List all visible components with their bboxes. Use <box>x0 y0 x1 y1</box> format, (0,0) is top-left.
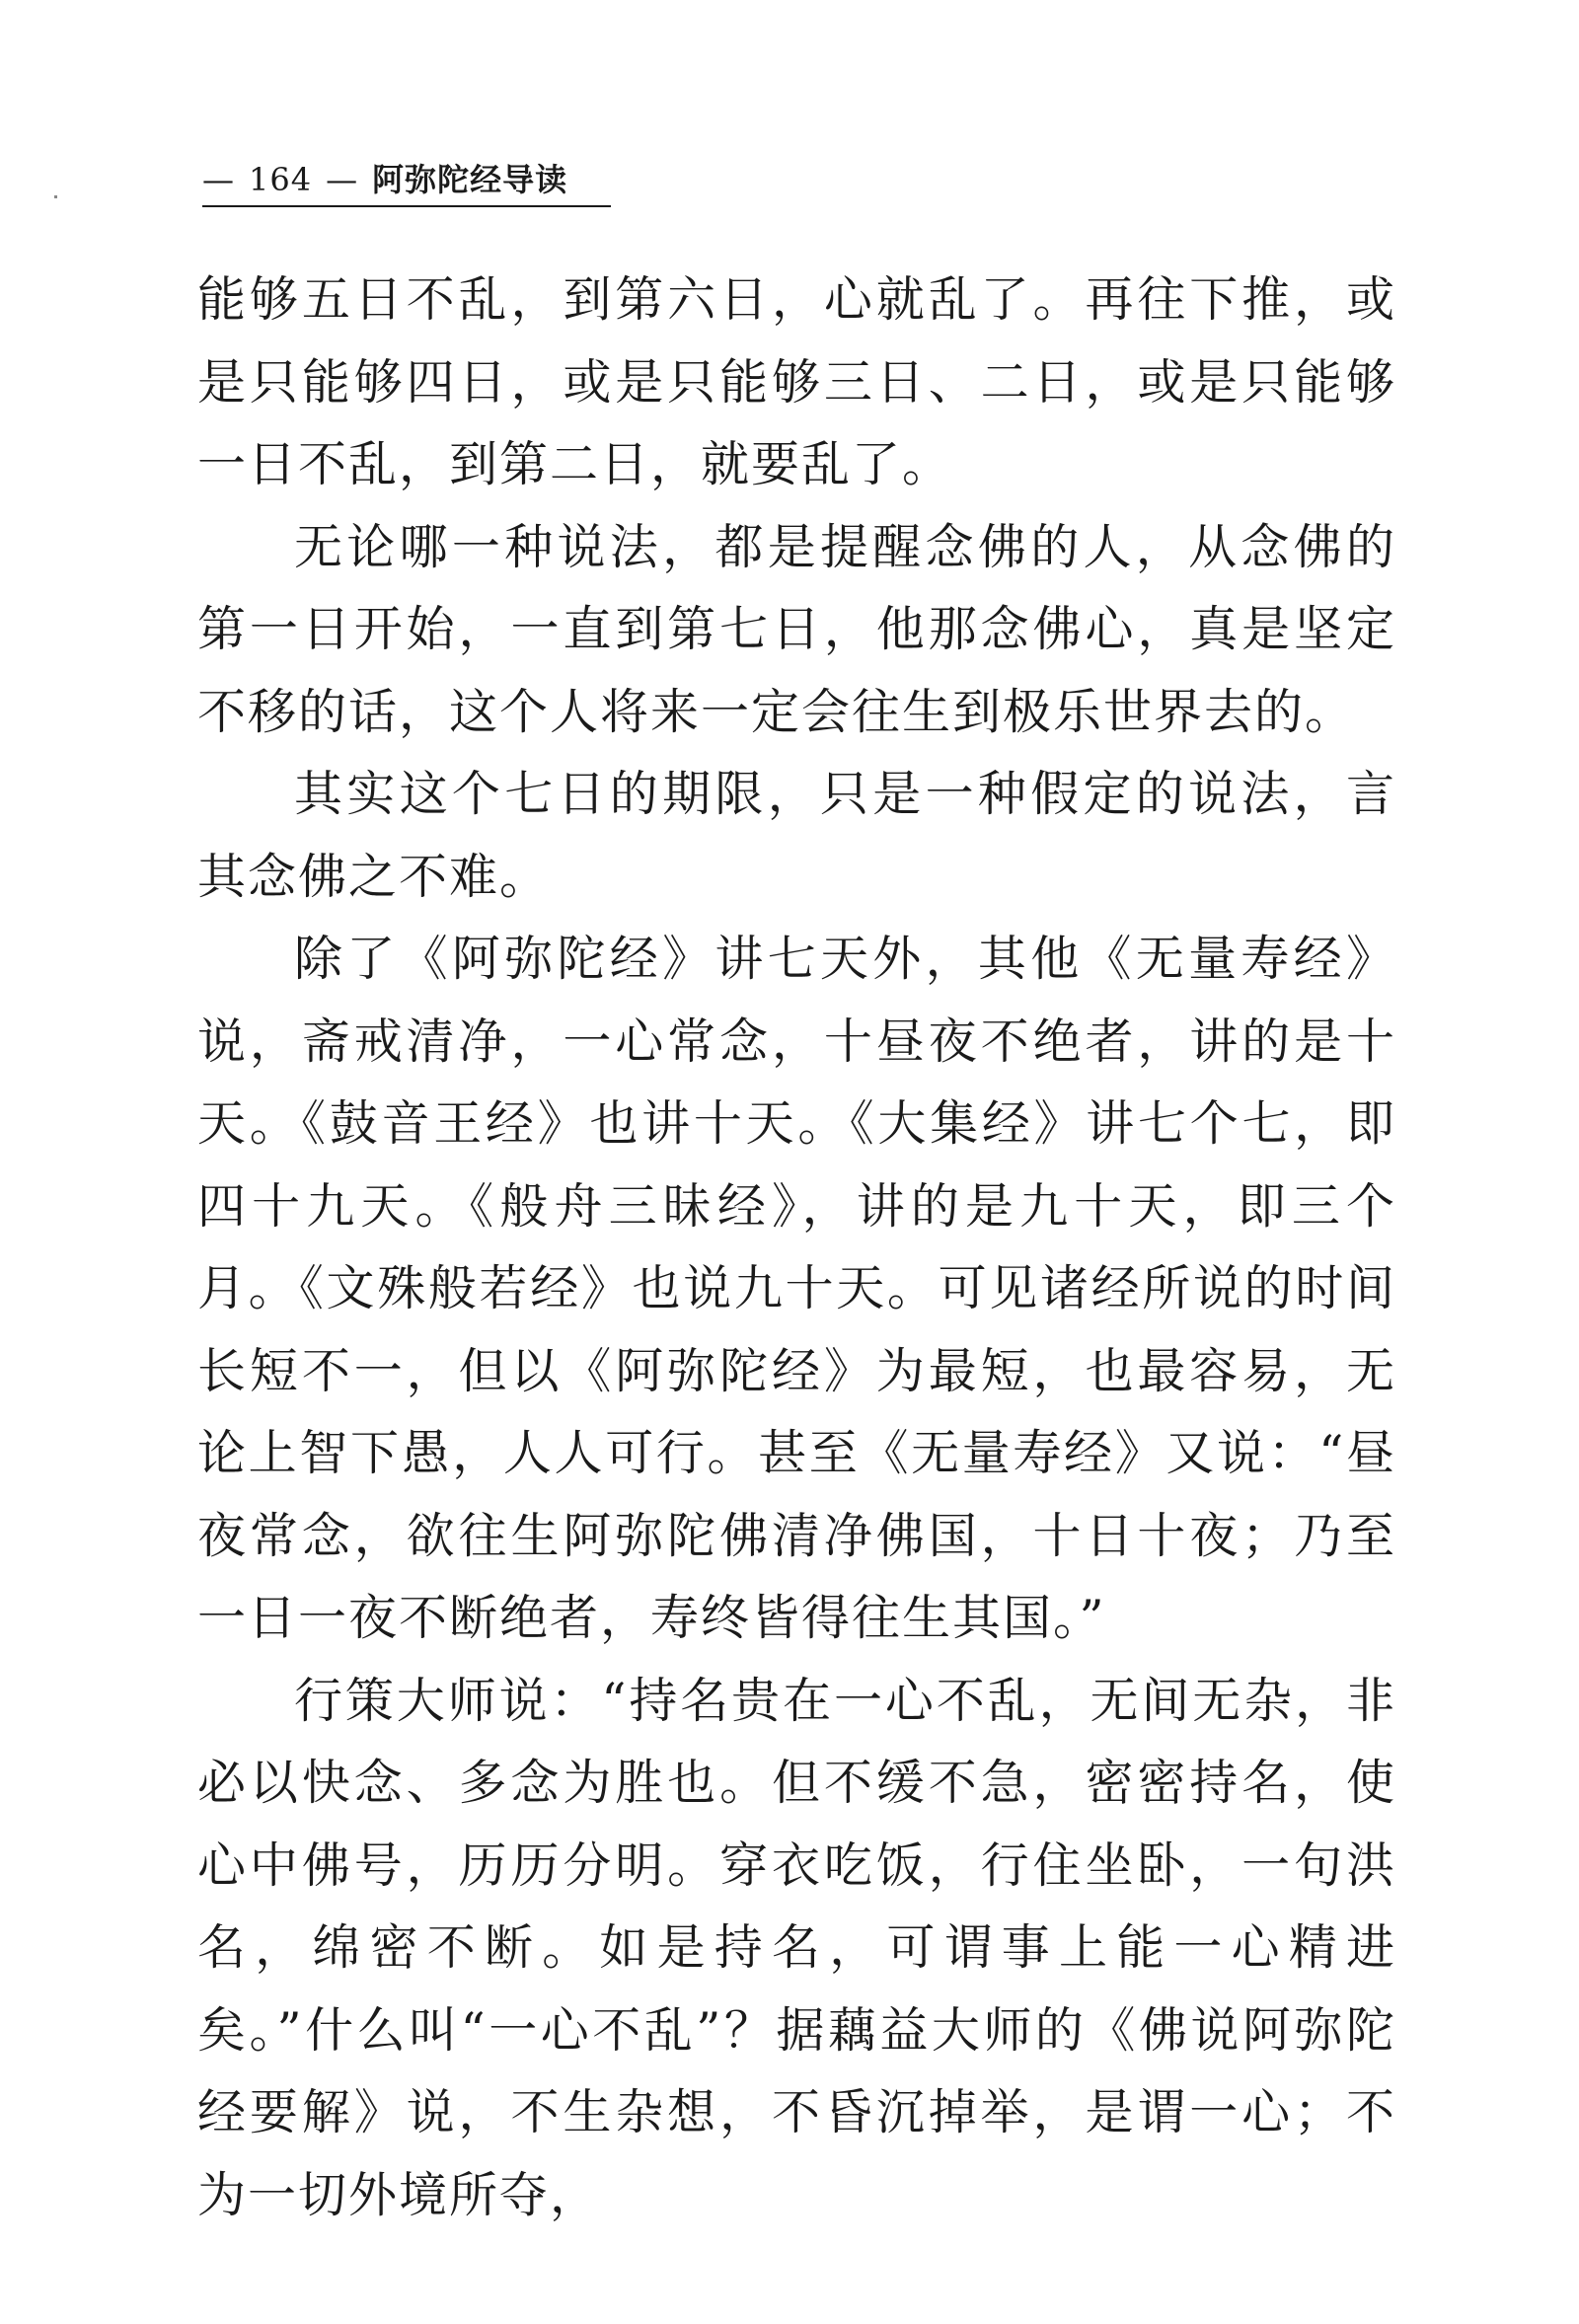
header-underline <box>202 205 611 207</box>
page-number: 164 <box>249 161 313 198</box>
header-dash-right: — <box>326 161 359 198</box>
header-dash-left: — <box>202 161 235 198</box>
book-title: 阿弥陀经导读 <box>372 161 568 198</box>
paragraph-3: 其实这个七日的期限，只是一种假定的说法，言其念佛之不难。 <box>197 766 1396 905</box>
body-text <box>197 259 1396 2236</box>
running-header <box>202 158 617 207</box>
paragraph-2: 无论哪一种说法，都是提醒念佛的人，从念佛的第一日开始，一直到第七日，他那念佛心，真是坚定不移的话，这个人将来一定会往生到极乐世界去的。 <box>197 518 1396 740</box>
paragraph-1: 能够五日不乱，到第六日，心就乱了。再往下推，或是只能够四日，或是只能够三日、二日，或是只能够一日不乱，到第二日，就要乱了。 <box>197 271 1396 492</box>
scan-speck <box>54 195 57 198</box>
paragraph-4: 除了《阿弥陀经》讲七天外，其他《无量寿经》说，斋戒清净，一心常念，十昼夜不绝者，讲的是十天。《鼓音王经》也讲十天。《大集经》讲七个七，即四十九天。《般舟三昧经》，讲的是九十天，即三个月。《文殊般若经》也说九十天。可见诸经所说的时间长短不一，但以《阿弥陀经》为最短，也最容易，无论上智下愚，人人可行。甚至《无量寿经》又说：“昼夜常念，欲往生阿弥陀佛清净佛国，十日十夜；乃至一日一夜不断绝者，寿终皆得往生其国。” <box>197 931 1396 1646</box>
paragraph-5: 行策大师说：“持名贵在一心不乱，无间无杂，非必以快念、多念为胜也。但不缓不急，密密持名，使心中佛号，历历分明。穿衣吃饭，行住坐卧，一句洪名，绵密不断。如是持名，可谓事上能一心精进矣。”什么叫“一心不乱”？据藕益大师的《佛说阿弥陀经要解》说，不生杂想，不昏沉掉举，是谓一心；不为一切外境所夺， <box>197 1672 1396 2223</box>
